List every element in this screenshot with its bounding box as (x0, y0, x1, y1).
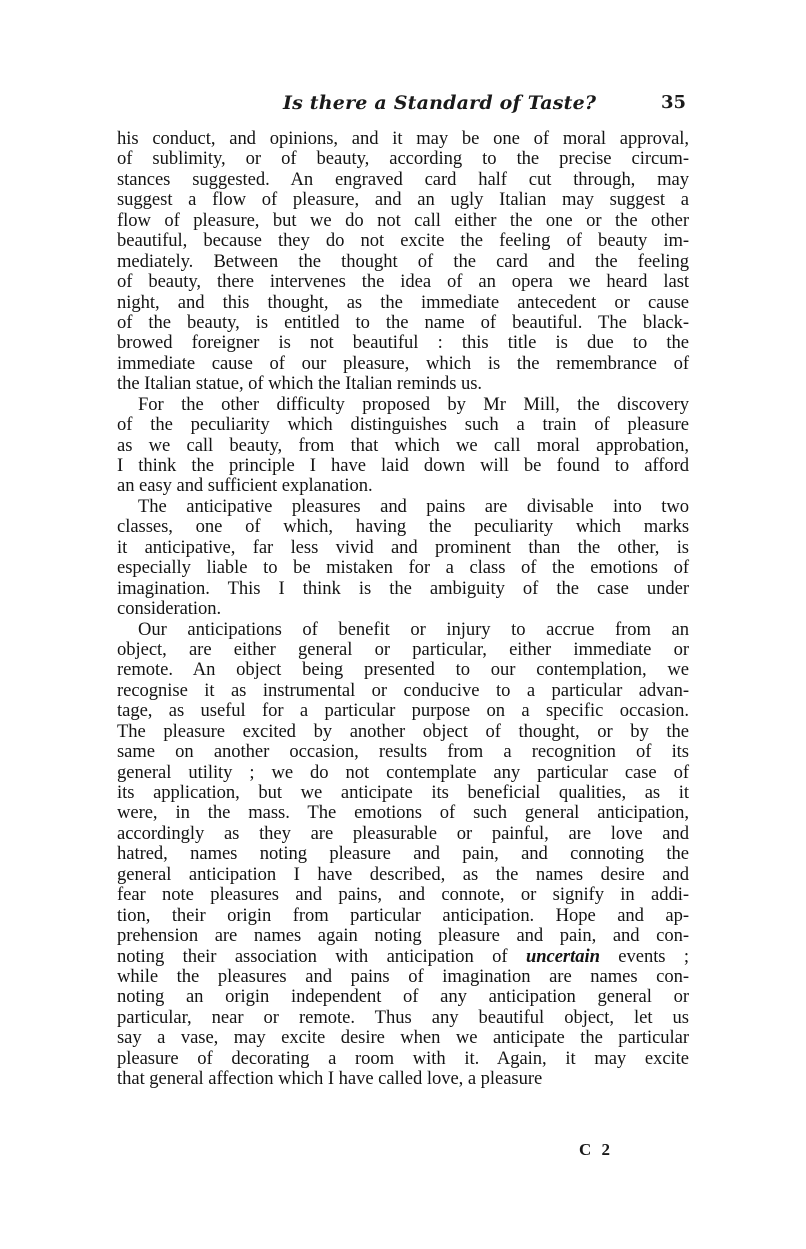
text-line: particular, near or remote. Thus any beautiful object, let us (117, 1006, 689, 1028)
text-line: general anticipation I have described, as the names desire and (117, 863, 689, 885)
text-line: immediate cause of our pleasure, which is the remembrance of (117, 352, 689, 374)
text-line: suggest a flow of pleasure, and an ugly Italian may suggest a (117, 189, 689, 211)
text-line: as we call beauty, from that which we call moral approbation, (117, 434, 689, 456)
text-line: same on another occasion, results from a recognition of its (117, 741, 689, 763)
text-line: the Italian statue, of which the Italian reminds us. (117, 373, 483, 395)
page-number: 35 (660, 92, 686, 113)
paragraph (117, 620, 689, 1090)
text-line: prehension are names again noting pleasure and pain, and con- (117, 925, 689, 947)
text-line: of beauty, there intervenes the idea of an opera we heard last (117, 271, 689, 293)
text-line: of the peculiarity which distinguishes such a train of pleasure (117, 414, 689, 436)
text-line: pleasure of decorating a room with it. Again, it may excite (117, 1047, 689, 1069)
text-line: hatred, names noting pleasure and pain, and connoting the (117, 843, 689, 865)
paragraph (117, 129, 689, 395)
paragraph (117, 497, 689, 620)
text-line: imagination. This I think is the ambiguity of the case under (117, 577, 689, 599)
text-line: especially liable to be mistaken for a class of the emotions of (117, 557, 689, 579)
text-line: it anticipative, far less vivid and prominent than the other, is (117, 536, 689, 558)
text-line: its application, but we anticipate its beneficial qualities, as it (117, 782, 689, 803)
signature-mark: C 2 (579, 1140, 614, 1159)
text-line: recognise it as instrumental or conducive to a particular advan- (117, 679, 689, 701)
text-line: The pleasure excited by another object of thought, or by the (117, 720, 689, 742)
text-line: consideration. (117, 598, 222, 620)
text-line: The anticipative pleasures and pains are divisable into two (138, 495, 689, 517)
paragraph (117, 395, 689, 497)
text-line: noting an origin independent of any anticipation general or (117, 986, 689, 1008)
text-line: of the beauty, is entitled to the name of beautiful. The black- (117, 311, 689, 333)
text-line: tage, as useful for a particular purpose on a specific occasion. (117, 700, 689, 722)
text-line: his conduct, and opinions, and it may be one of moral approval, (117, 128, 689, 149)
text-line: of sublimity, or of beauty, according to the precise circum- (117, 148, 689, 170)
text-line: I think the principle I have laid down will be found to afford (117, 455, 689, 476)
running-head (117, 92, 688, 120)
text-line: For the other difficulty proposed by Mr Mill, the discovery (138, 393, 689, 415)
text-line: noting their association with anticipation of uncertain events ; (117, 945, 690, 967)
text-line: flow of pleasure, but we do not call either the one or the other (117, 209, 689, 231)
text-line: tion, their origin from particular anticipation. Hope and ap- (117, 904, 689, 926)
text-line: night, and this thought, as the immediate antecedent or cause (117, 291, 689, 313)
text-line: say a vase, may excite desire when we anticipate the particular (117, 1027, 689, 1049)
text-line: Our anticipations of benefit or injury to accrue from an (138, 618, 689, 640)
text-line: remote. An object being presented to our contemplation, we (117, 659, 689, 681)
text-line: fear note pleasures and pains, and connote, or signify in addi- (117, 884, 689, 906)
text-line: that general affection which I have called love, a pleasure (117, 1068, 543, 1090)
text-line: object, are either general or particular, either immediate or (117, 638, 689, 660)
running-title: Is there a Standard of Taste? (283, 92, 597, 114)
text-line: mediately. Between the thought of the card and the feeling (117, 250, 689, 272)
text-line: browed foreigner is not beautiful : this title is due to the (117, 332, 689, 354)
body-text (117, 129, 689, 1090)
italic-emphasis: uncertain (525, 945, 600, 967)
text-line: beautiful, because they do not excite the feeling of beauty im- (117, 230, 689, 252)
text-line: stances suggested. An engraved card half cut through, may (117, 168, 689, 190)
text-line: accordingly as they are pleasurable or painful, are love and (117, 822, 689, 844)
text-line: were, in the mass. The emotions of such general anticipation, (117, 802, 689, 824)
text-line: classes, one of which, having the peculiarity which marks (117, 516, 689, 538)
text-line: an easy and sufficient explanation. (117, 475, 373, 497)
text-line: general utility ; we do not contemplate any particular case of (117, 761, 689, 783)
text-line: while the pleasures and pains of imagination are names con- (117, 965, 689, 987)
